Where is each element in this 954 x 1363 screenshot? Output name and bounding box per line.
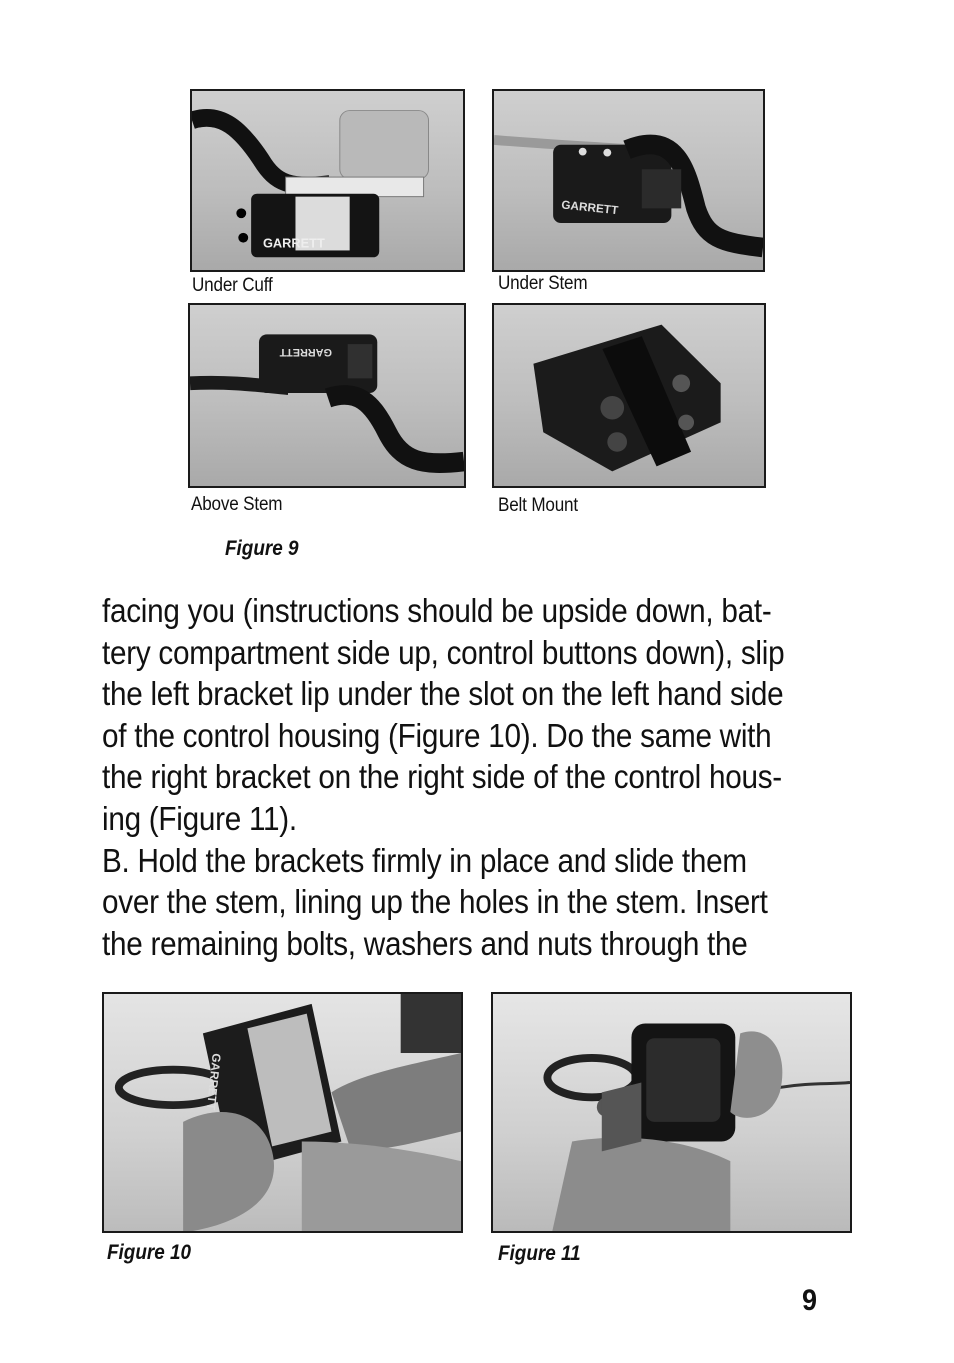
garrett-logo-above: GARRETT xyxy=(279,346,332,358)
body-line: tery compartment side up, control buttons down), slip xyxy=(102,633,785,671)
body-line: ing (Figure 11). xyxy=(102,799,297,837)
body-line: B. Hold the brackets firmly in place and slide them xyxy=(102,841,747,879)
page-number: 9 xyxy=(802,1284,818,1317)
figure-11-label: Figure 11 xyxy=(498,1242,581,1265)
body-line: the right bracket on the right side of the control hous- xyxy=(102,758,782,796)
body-line: the remaining bolts, washers and nuts through the xyxy=(102,924,748,962)
photo-figure-10 xyxy=(102,992,463,1233)
garrett-logo-fig10: GARRETT xyxy=(203,1052,224,1111)
body-line: of the control housing (Figure 10). Do the same with xyxy=(102,716,772,754)
body-line: over the stem, lining up the holes in the stem. Insert xyxy=(102,883,768,921)
figure-9-label: Figure 9 xyxy=(225,537,299,560)
photo-above-stem xyxy=(188,303,466,488)
photo-under-stem xyxy=(492,89,765,272)
body-text xyxy=(102,590,849,964)
caption-under-cuff: Under Cuff xyxy=(192,275,273,296)
caption-belt-mount: Belt Mount xyxy=(498,495,578,516)
caption-under-stem: Under Stem xyxy=(498,273,588,294)
body-line: facing you (instructions should be upside down, bat- xyxy=(102,592,772,629)
photo-belt-mount xyxy=(492,303,766,488)
photo-figure-11 xyxy=(491,992,852,1233)
body-line: the left bracket lip under the slot on the left hand side xyxy=(102,675,784,713)
garrett-logo-cuff: GARRETT xyxy=(262,235,325,251)
figure-10-label: Figure 10 xyxy=(107,1241,192,1264)
caption-above-stem: Above Stem xyxy=(191,494,283,515)
photo-under-cuff xyxy=(190,89,465,272)
garrett-logo-stem: GARRETT xyxy=(560,198,619,218)
